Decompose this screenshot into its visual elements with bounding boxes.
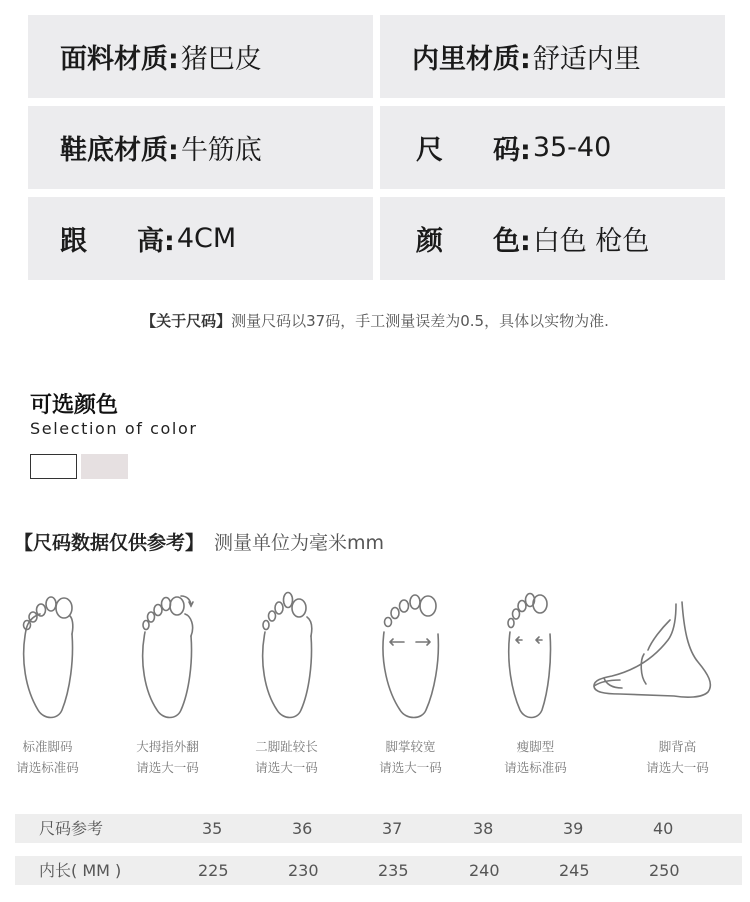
spec-label: 鞋底材质: (60, 135, 179, 166)
color-section-title: 可选颜色 (30, 393, 119, 418)
size-table-cell: 37 (382, 819, 403, 838)
foot-type-advice: 请选大一码 (136, 760, 199, 775)
foot-type-caption (630, 736, 725, 778)
size-note-text: 测量尺码以37码，手工测量误差为0.5，具体以实物为准. (231, 312, 609, 330)
spec-heel (28, 197, 373, 280)
foot-type-caption (120, 736, 215, 778)
spec-value: 猪巴皮 (180, 44, 262, 75)
size-table-cell: 38 (473, 819, 494, 838)
standard-foot-icon (14, 590, 84, 725)
spec-label (416, 219, 531, 258)
spec-label-first: 尺 (416, 135, 443, 166)
size-table-cell: 245 (559, 861, 590, 880)
spec-label-first: 跟 (60, 226, 87, 257)
foot-type-caption (239, 736, 334, 778)
foot-type-caption (363, 736, 458, 778)
color-swatch-gun[interactable] (81, 454, 128, 479)
spec-label-second: 码: (493, 135, 531, 166)
spec-label (416, 128, 531, 167)
foot-type-name: 脚背高 (658, 739, 697, 754)
foot-type-advice: 请选标准码 (16, 760, 79, 775)
long-second-toe-foot-icon (255, 590, 325, 725)
spec-value: 舒适内里 (532, 44, 641, 75)
foot-type-caption (0, 736, 95, 778)
foot-type-name: 大拇指外翻 (136, 739, 199, 754)
spec-value: 4CM (176, 223, 237, 254)
size-table-cell: 39 (563, 819, 584, 838)
size-table-cell: 240 (469, 861, 500, 880)
size-table-cell: 35 (202, 819, 223, 838)
high-instep-foot-icon (590, 600, 725, 710)
size-reference-unit: 测量单位为毫米mm (214, 532, 385, 554)
size-reference-header (14, 528, 384, 555)
size-table-cell: 40 (653, 819, 674, 838)
size-reference-title: 【尺码数据仅供参考】 (14, 532, 205, 554)
foot-type-name: 瘦脚型 (516, 739, 555, 754)
spec-upper-material (28, 15, 373, 98)
foot-type-advice: 请选大一码 (379, 760, 442, 775)
foot-type-advice: 请选大一码 (646, 760, 709, 775)
spec-label: 面料材质: (60, 44, 179, 75)
spec-sole-material (28, 106, 373, 189)
color-section-subtitle: Selection of color (30, 419, 198, 438)
foot-type-advice: 请选大一码 (255, 760, 318, 775)
size-table-cell: 250 (649, 861, 680, 880)
spec-label-second: 高: (137, 226, 175, 257)
slim-foot-icon (500, 588, 560, 725)
size-table-row-label: 内长( MM ) (39, 861, 122, 880)
bunion-foot-icon (135, 590, 205, 725)
spec-label (60, 219, 175, 258)
spec-value: 35-40 (532, 132, 612, 163)
size-table-row-length (15, 856, 742, 885)
spec-label-second: 色: (493, 226, 531, 257)
size-table-row-label: 尺码参考 (39, 819, 104, 838)
foot-type-name: 二脚趾较长 (255, 739, 318, 754)
spec-value: 牛筋底 (180, 135, 262, 166)
foot-type-advice: 请选标准码 (504, 760, 567, 775)
spec-color (380, 197, 725, 280)
spec-lining-material (380, 15, 725, 98)
color-swatch-white[interactable] (30, 454, 77, 479)
size-table-cell: 230 (288, 861, 319, 880)
wide-foot-icon (378, 588, 448, 725)
foot-type-name: 标准脚码 (22, 739, 73, 754)
spec-label: 内里材质: (412, 44, 531, 75)
size-note-heading: 【关于尺码】 (141, 312, 232, 330)
spec-value: 白色 枪色 (532, 226, 650, 257)
size-table-cell: 225 (198, 861, 229, 880)
size-table-cell: 235 (378, 861, 409, 880)
size-table-cell: 36 (292, 819, 313, 838)
spec-label-first: 颜 (416, 226, 443, 257)
foot-type-caption (488, 736, 583, 778)
size-table-row-size (15, 814, 742, 843)
spec-size (380, 106, 725, 189)
foot-type-name: 脚掌较宽 (385, 739, 436, 754)
size-note (0, 310, 750, 331)
